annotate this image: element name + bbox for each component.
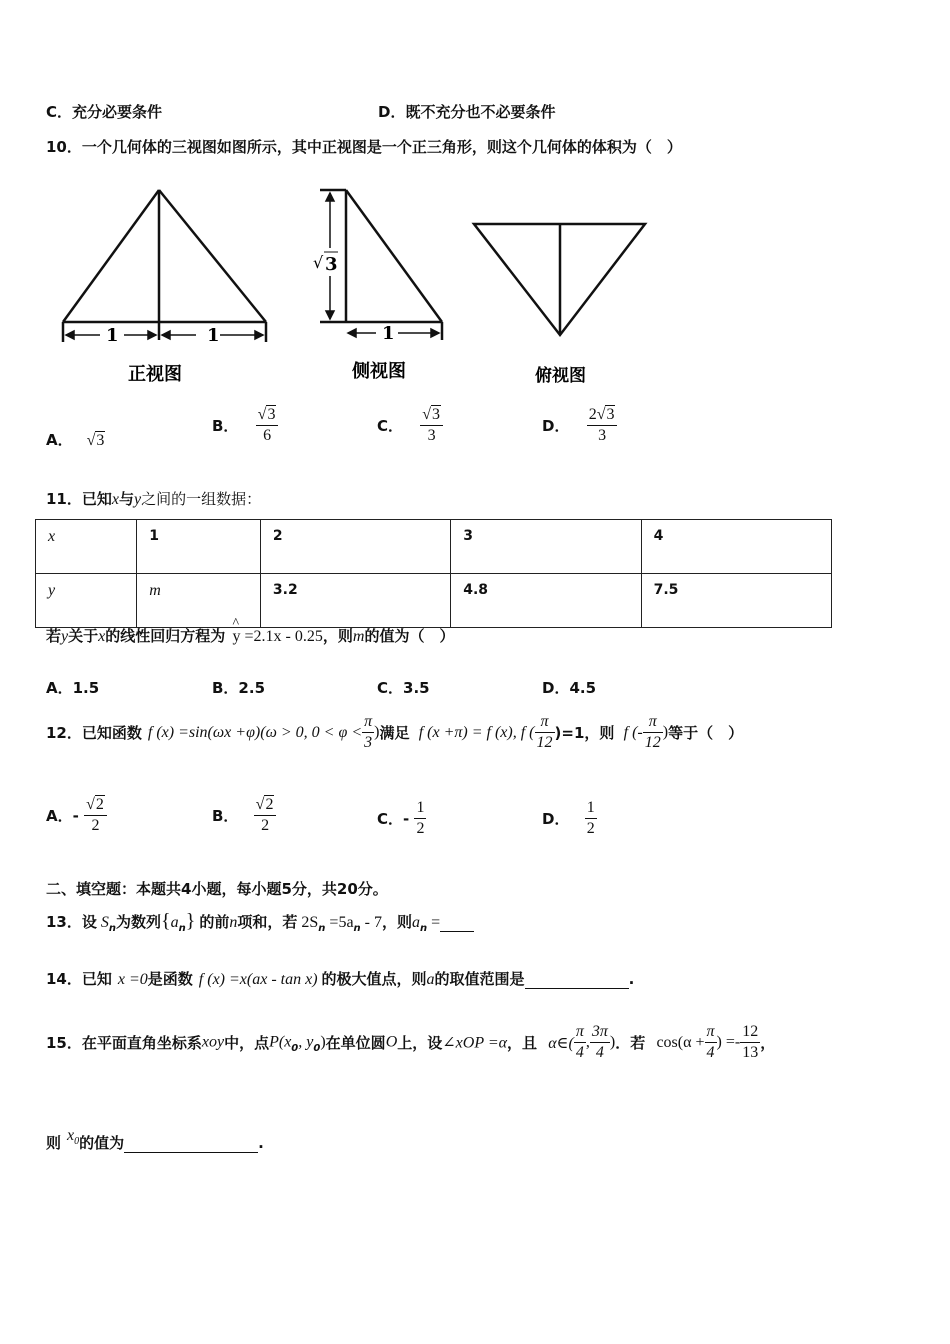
regression-equation: y =2.1x - 0.25 [232, 628, 323, 645]
table-cell: 4.8 [451, 574, 641, 628]
table-cell: y [36, 574, 137, 628]
front-dim-right: 1 [207, 325, 220, 346]
table-cell: 2 [260, 520, 450, 574]
q15-answer-blank [124, 1134, 258, 1153]
q13-answer-blank [440, 913, 474, 932]
q11-option-b: B．2.5 [212, 679, 266, 697]
q10-option-d: D． $\frac{2√3}{3}$ [542, 405, 617, 446]
section-2-title: 二、填空题：本题共4小题，每小题5分，共20分。 [46, 880, 388, 898]
side-dimension-arrows [326, 193, 439, 337]
q12-option-c: C．- $\frac{1}{2}$ [377, 799, 425, 837]
q15-stem: 15．在平面直角坐标系xoy中，点$P(x_0$, $y_0$)在单位圆O上，设∠xOP =α，且 α∈( $\frac{\pi}{4}$ , $\frac{3\pi}{4}$ )．若 cos(α + $\frac{\pi}{4}$ ) =- $\frac{12}{13}$ ， [46, 1023, 776, 1061]
q10-option-a: A． √3 [46, 431, 105, 449]
q12-option-a: A．- $\frac{√2}{2}$ [46, 795, 107, 836]
q11-regression-line: 若y关于x的线性回归方程为 ^ y =2.1x - 0.25，则m的值为（ ） [46, 616, 455, 645]
q11-option-a: A．1.5 [46, 679, 100, 697]
table-cell: 3.2 [260, 574, 450, 628]
table-cell: m [137, 574, 261, 628]
q10-stem: 10．一个几何体的三视图如图所示，其中正视图是一个正三角形，则这个几何体的体积为（ ） [46, 138, 682, 156]
table-row [36, 574, 832, 628]
q11-option-d: D．4.5 [542, 679, 597, 697]
table-cell: 4 [641, 520, 831, 574]
front-dim-left: 1 [106, 325, 119, 346]
top-view [474, 224, 645, 335]
front-dimension-arrows [66, 331, 263, 339]
top-view-label: 俯视图 [535, 366, 586, 386]
q15-line2: 则 $x_0$的值为 . [46, 1127, 264, 1152]
q13-stem: 13．设 $S_n$为数列$\{a_n\}$ 的前n项和，若 $2S_n =5a_n - 7$，则$a_n$ = [46, 910, 474, 934]
q11-option-c: C．3.5 [377, 679, 430, 697]
q10-option-b: B． $\frac{√3}{6}$ [212, 405, 278, 446]
side-view-label: 侧视图 [352, 361, 406, 382]
table-cell: 3 [451, 520, 641, 574]
side-dim-bottom: 1 [382, 323, 395, 344]
table-cell: 1 [137, 520, 261, 574]
table-cell: 7.5 [641, 574, 831, 628]
q12-stem: 12．已知函数 f (x) =sin(ωx +φ)(ω > 0, 0 < φ < $\frac{\pi}{3}$ )满足 f (x +π) = f (x), f ( $\frac{\pi}{12}$ )=1，则 f (- $\frac{\pi}{12}$ )等于（ ） [46, 713, 744, 751]
front-view-label: 正视图 [128, 364, 182, 385]
q11-data-table [35, 519, 832, 628]
side-dim-sqrt3: 3 [325, 254, 338, 275]
three-view-figure [0, 0, 950, 400]
front-view [63, 190, 266, 342]
q12-option-d: D． $\frac{1}{2}$ [542, 799, 595, 837]
q14-stem: 14．已知 x =0是函数 f (x) =x(ax - tan x) 的极大值点，则a的取值范围是 . [46, 970, 635, 988]
q14-answer-blank [525, 970, 629, 989]
q9-option-c: C．充分必要条件 [46, 103, 163, 121]
q12-option-b: B． $\frac{√2}{2}$ [212, 795, 276, 836]
q10-option-c: C． $\frac{√3}{3}$ [377, 405, 443, 446]
table-row [36, 520, 832, 574]
q9-option-d: D．既不充分也不必要条件 [378, 103, 556, 121]
side-dim-sqrt-sign: √ [313, 253, 324, 272]
side-view [320, 190, 442, 340]
q11-stem: 11．已知x与y之间的一组数据： [46, 490, 262, 508]
table-cell: x [36, 520, 137, 574]
